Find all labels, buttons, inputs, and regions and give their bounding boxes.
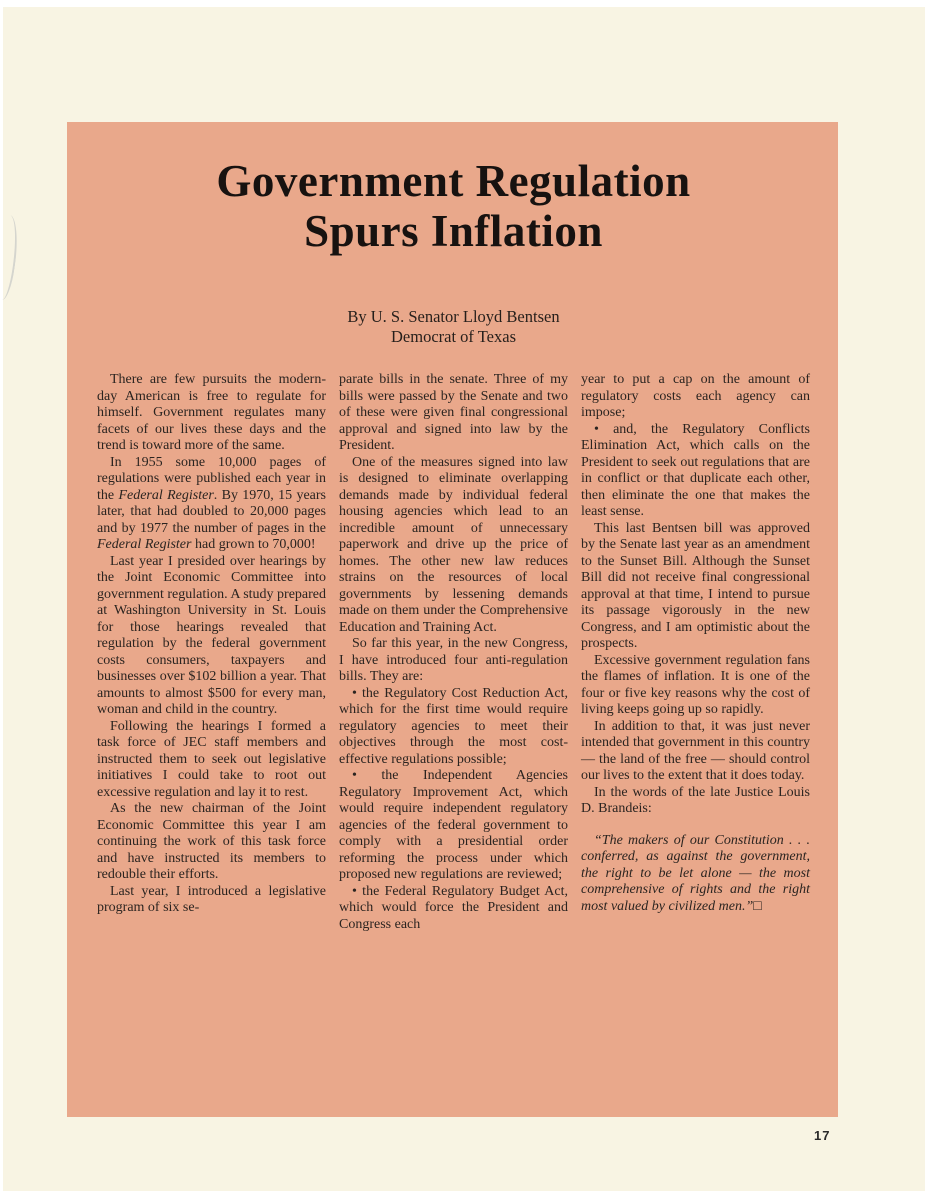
paragraph: Following the hearings I formed a task force of JEC staff members and instructed them to seek out legislative initiatives I could take to root out excessive regulation and lay it to rest. bbox=[97, 718, 326, 800]
paragraph: There are few pursuits the modern-day American is free to regulate for himself. Government regulates many facets of our lives these days and the trend is toward more of the same. bbox=[97, 372, 326, 454]
paragraph: One of the measures signed into law is designed to eliminate overlapping demands made by individual federal housing agencies which lead to an incredible amount of unnecessary paperwork and drive up the price of homes. The other new law reduces strains on the resources of local governments by lessening demands made on them under the Comprehensive Education and Training Act. bbox=[339, 454, 568, 635]
paragraph: Last year I presided over hearings by the Joint Economic Committee into government regulation. A study prepared at Washington University in St. Louis for those hearings revealed that regulation by the federal government costs consumers, taxpayers and businesses over $102 billion a year. That amounts to almost $500 for every man, woman and child in the country. bbox=[97, 553, 326, 718]
article-column-3 bbox=[581, 372, 810, 933]
paragraph: Last year, I introduced a legislative program of six se- bbox=[97, 883, 326, 916]
byline-author: By U. S. Senator Lloyd Bentsen bbox=[347, 306, 560, 326]
paragraph: • and, the Regulatory Conflicts Elimination Act, which calls on the President to seek out regulations that are in conflict or that duplicate each other, then eliminate the one that makes the least sense. bbox=[581, 421, 810, 520]
article-column-2 bbox=[339, 372, 568, 933]
article-columns bbox=[97, 372, 810, 933]
paragraph: Excessive government regulation fans the flames of inflation. It is one of the four or five key reasons why the cost of living keeps going up so rapidly. bbox=[581, 652, 810, 718]
article-title bbox=[97, 156, 810, 257]
paragraph: So far this year, in the new Congress, I have introduced four anti-regulation bills. They are: bbox=[339, 636, 568, 685]
paragraph: As the new chairman of the Joint Economic Committee this year I am continuing the work of this task force and have instructed its members to redouble their efforts. bbox=[97, 801, 326, 883]
article-column-1 bbox=[97, 372, 326, 933]
page-number: 17 bbox=[814, 1128, 831, 1143]
paragraph: In 1955 some 10,000 pages of regulations were published each year in the Federal Register. By 1970, 15 years later, that had doubled to 20,000 pages and by 1977 the number of pages in the Federal Register had grown to 70,000! bbox=[97, 454, 326, 553]
byline-party: Democrat of Texas bbox=[391, 326, 516, 346]
paragraph: In the words of the late Justice Louis D. Brandeis: bbox=[581, 784, 810, 817]
article-panel bbox=[67, 122, 838, 1117]
paragraph: In addition to that, it was just never intended that government in this country — the land of the free — should control our lives to the extent that it does today. bbox=[581, 718, 810, 784]
title-line-1: Government Regulation bbox=[216, 156, 691, 206]
end-of-article-mark: □ bbox=[753, 898, 763, 914]
byline bbox=[97, 307, 810, 347]
paragraph: year to put a cap on the amount of regulatory costs each agency can impose; bbox=[581, 372, 810, 421]
paragraph: • the Independent Agencies Regulatory Improvement Act, which would require independent regulatory agencies of the federal government to comply with a presidential order reforming the process under which proposed new regulations are reviewed; bbox=[339, 768, 568, 883]
paragraph: “The makers of our Constitution . . . conferred, as against the government, the right to be let alone — the most comprehensive of rights and the right most valued by civilized men.”□ bbox=[581, 832, 810, 914]
paragraph: parate bills in the senate. Three of my bills were passed by the Senate and two of these were given final congressional approval and signed into law by the President. bbox=[339, 372, 568, 454]
paragraph: This last Bentsen bill was approved by the Senate last year as an amendment to the Sunset Bill. Although the Sunset Bill did not receive final congressional approval at that time, I intend to pursue its passage vigorously in the new Congress, and I am optimistic about the prospects. bbox=[581, 520, 810, 652]
title-line-2: Spurs Inflation bbox=[304, 206, 603, 257]
paragraph: • the Regulatory Cost Reduction Act, which for the first time would require regulatory agencies to meet their objectives through the most cost-effective regulations possible; bbox=[339, 685, 568, 767]
paragraph: • the Federal Regulatory Budget Act, which would force the President and Congress each bbox=[339, 883, 568, 932]
